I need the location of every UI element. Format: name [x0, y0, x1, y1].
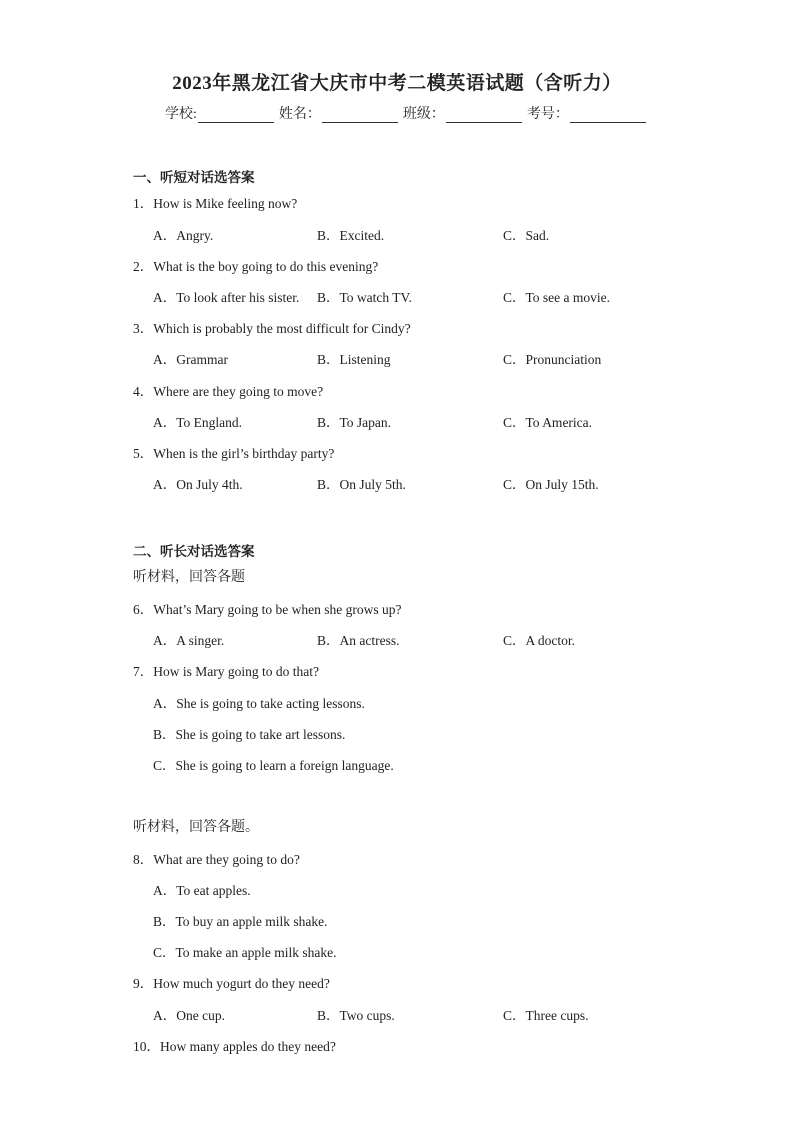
option-a[interactable]: A．Grammar [153, 352, 228, 367]
school-blank[interactable] [198, 108, 274, 123]
option-a[interactable]: A．A singer. [153, 633, 225, 648]
option-c[interactable]: C．To make an apple milk shake. [153, 945, 337, 960]
option-b[interactable]: B．Excited. [317, 228, 385, 243]
school-field [165, 103, 277, 123]
option-b[interactable]: B．An actress. [317, 633, 400, 648]
name-blank[interactable] [322, 108, 398, 123]
option-b[interactable]: B．To buy an apple milk shake. [153, 914, 328, 929]
option-a[interactable]: A．To England. [153, 415, 243, 430]
option-b[interactable]: B．She is going to take art lessons. [153, 727, 346, 742]
exam-number-label: 考号： [526, 107, 569, 122]
question-text: 7．How is Mary going to do that? [133, 664, 319, 679]
question-text: 6．What’s Mary going to be when she grows up? [133, 602, 402, 617]
school-label: 学校: [165, 107, 197, 122]
option-a[interactable]: A．To eat apples. [153, 883, 251, 898]
option-c[interactable]: C．To America. [503, 415, 593, 430]
question-text: 9．How much yogurt do they need? [133, 976, 330, 991]
option-b[interactable]: B．Two cups. [317, 1008, 395, 1023]
option-c[interactable]: C．A doctor. [503, 633, 576, 648]
option-c[interactable]: C．To see a movie. [503, 290, 611, 305]
option-c[interactable]: C．On July 15th. [503, 477, 599, 492]
question-text: 4．Where are they going to move? [133, 384, 324, 399]
option-a[interactable]: A．Angry. [153, 228, 214, 243]
option-b[interactable]: B．Listening [317, 352, 391, 367]
class-blank[interactable] [446, 108, 522, 123]
student-info-line [165, 103, 651, 123]
question-text: 8．What are they going to do? [133, 852, 300, 867]
exam-number-blank[interactable] [570, 108, 646, 123]
page-title: 2023年黑龙江省大庆市中考二模英语试题（含听力） [172, 73, 622, 94]
section-title: 二、听长对话选答案 [133, 544, 255, 559]
name-label: 姓名： [278, 107, 321, 122]
option-a[interactable]: A．She is going to take acting lessons. [153, 696, 365, 711]
listening-instruction: 听材料，回答各题。 [133, 820, 259, 835]
option-b[interactable]: B．To watch TV. [317, 290, 412, 305]
option-b[interactable]: B．To Japan. [317, 415, 392, 430]
name-field [279, 103, 401, 123]
option-c[interactable]: C．Sad. [503, 228, 550, 243]
question-text: 1．How is Mike feeling now? [133, 196, 298, 211]
section-title: 一、听短对话选答案 [133, 170, 255, 185]
listening-instruction: 听材料，回答各题 [133, 570, 245, 585]
option-a[interactable]: A．On July 4th. [153, 477, 243, 492]
question-text: 5．When is the girl’s birthday party? [133, 446, 335, 461]
question-text: 10．How many apples do they need? [133, 1039, 336, 1054]
option-a[interactable]: A．To look after his sister. [153, 290, 300, 305]
class-field [403, 103, 525, 123]
option-c[interactable]: C．She is going to learn a foreign language. [153, 758, 394, 773]
exam-number-field [527, 103, 649, 123]
question-text: 3．Which is probably the most difficult for Cindy? [133, 321, 411, 336]
option-c[interactable]: C．Pronunciation [503, 352, 602, 367]
option-a[interactable]: A．One cup. [153, 1008, 225, 1023]
option-c[interactable]: C．Three cups. [503, 1008, 589, 1023]
question-text: 2．What is the boy going to do this evening? [133, 259, 379, 274]
class-label: 班级： [402, 107, 445, 122]
option-b[interactable]: B．On July 5th. [317, 477, 406, 492]
